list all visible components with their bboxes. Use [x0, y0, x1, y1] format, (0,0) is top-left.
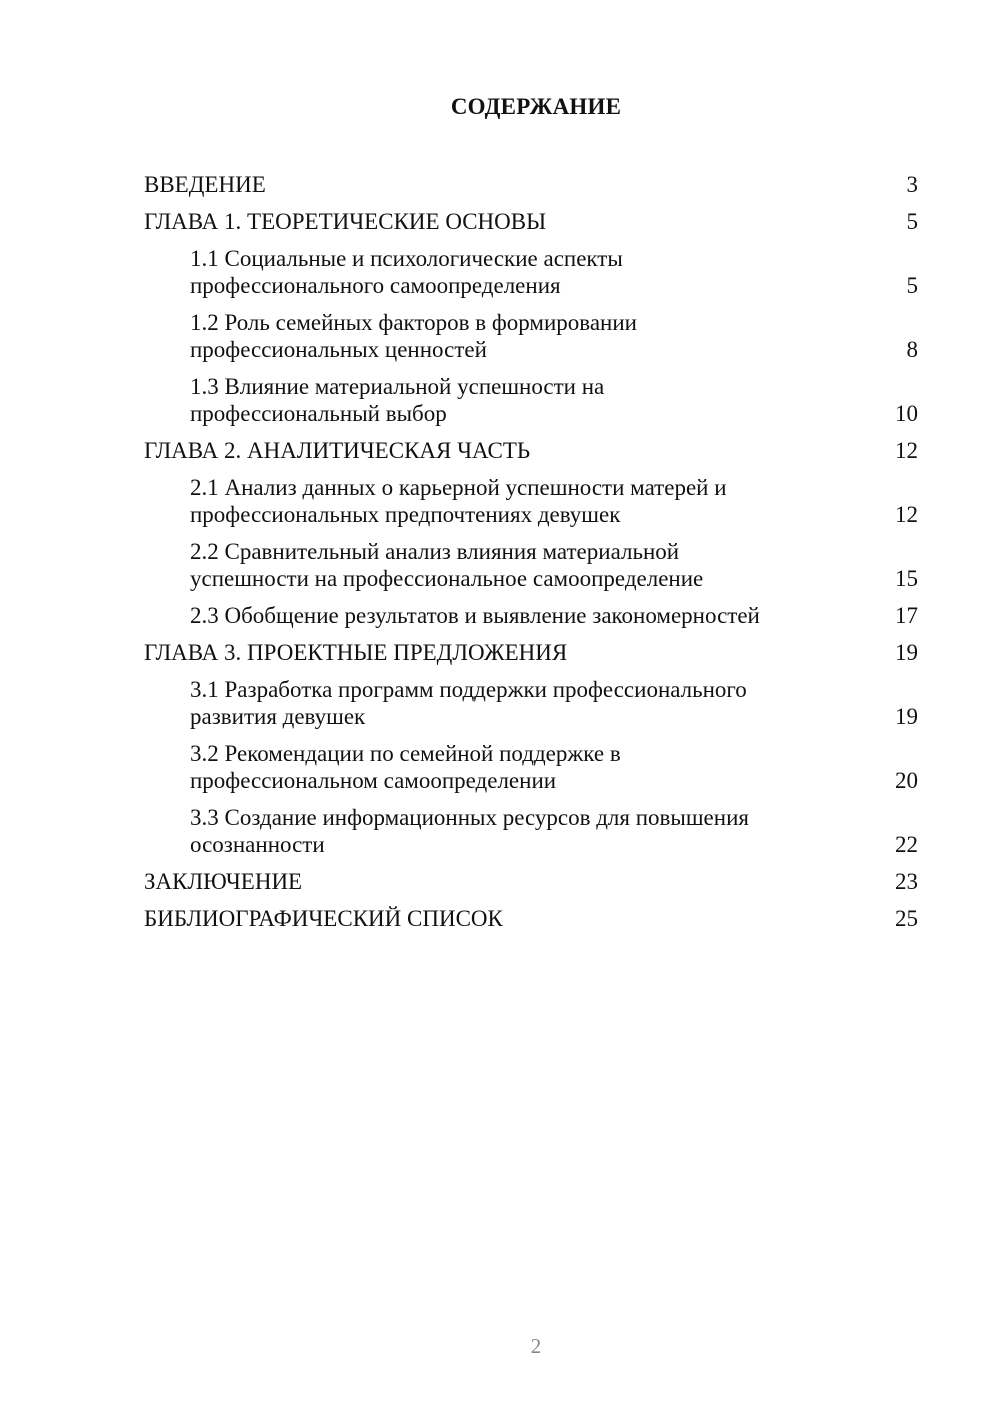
toc-entry-page: 3 [906, 172, 918, 197]
toc-entry-chapter-2[interactable] [0, 432, 1000, 469]
toc-entry-bibliography[interactable] [0, 900, 1000, 937]
toc-entry-page: 20 [895, 768, 918, 793]
toc-entry-conclusion[interactable] [0, 863, 1000, 900]
toc-entry-page: 19 [895, 704, 918, 729]
toc-entry-section-3-2[interactable] [0, 735, 1000, 799]
toc-entry-page: 19 [895, 640, 918, 665]
toc-entry-section-2-1[interactable] [0, 469, 1000, 533]
toc-entry-page: 5 [906, 273, 918, 298]
toc-entry-title: ЗАКЛЮЧЕНИЕ [144, 869, 303, 894]
toc-entry-section-1-3[interactable] [0, 368, 1000, 432]
toc-entry-title: 2.2 Сравнительный анализ влияния материальной успешности на профессиональное самоопределение [190, 539, 704, 591]
toc-entry-section-2-3[interactable] [0, 597, 1000, 634]
toc-entry-page: 8 [906, 337, 918, 362]
toc-entry-page: 17 [895, 603, 918, 628]
toc-entry-title: ГЛАВА 3. ПРОЕКТНЫЕ ПРЕДЛОЖЕНИЯ [144, 640, 568, 665]
toc-entry-section-2-2[interactable] [0, 533, 1000, 597]
toc-entry-title: 2.3 Обобщение результатов и выявление закономерностей [190, 603, 760, 628]
toc-entry-section-3-1[interactable] [0, 671, 1000, 735]
toc-entry-title: 2.1 Анализ данных о карьерной успешности матерей и профессиональных предпочтениях девушек [190, 475, 727, 527]
toc-entry-title: 3.3 Создание информационных ресурсов для повышения осознанности [190, 805, 749, 857]
toc-entry-page: 22 [895, 832, 918, 857]
toc-entry-page: 5 [906, 209, 918, 234]
toc-entry-page: 12 [895, 502, 918, 527]
table-of-contents [0, 166, 1000, 937]
toc-entry-title: 1.1 Социальные и психологические аспекты профессионального самоопределения [190, 246, 623, 298]
toc-entry-title: ГЛАВА 2. АНАЛИТИЧЕСКАЯ ЧАСТЬ [144, 438, 531, 463]
toc-entry-title: ВВЕДЕНИЕ [144, 172, 266, 197]
toc-entry-chapter-3[interactable] [0, 634, 1000, 671]
page-number: 2 [530, 1334, 542, 1358]
toc-entry-chapter-1[interactable] [0, 203, 1000, 240]
toc-entry-page: 12 [895, 438, 918, 463]
toc-entry-title: ГЛАВА 1. ТЕОРЕТИЧЕСКИЕ ОСНОВЫ [144, 209, 547, 234]
toc-entry-page: 10 [895, 401, 918, 426]
toc-entry-section-1-2[interactable] [0, 304, 1000, 368]
toc-entry-section-1-1[interactable] [0, 240, 1000, 304]
toc-entry-title: 1.2 Роль семейных факторов в формировании профессиональных ценностей [190, 310, 637, 362]
toc-entry-section-3-3[interactable] [0, 799, 1000, 863]
toc-entry-page: 15 [895, 566, 918, 591]
toc-entry-title: 1.3 Влияние материальной успешности на профессиональный выбор [190, 374, 605, 426]
toc-entry-title: БИБЛИОГРАФИЧЕСКИЙ СПИСОК [144, 906, 503, 931]
toc-entry-page: 25 [895, 906, 918, 931]
toc-entry-title: 3.1 Разработка программ поддержки профессионального развития девушек [190, 677, 747, 729]
toc-heading: СОДЕРЖАНИЕ [450, 94, 622, 119]
toc-entry-page: 23 [895, 869, 918, 894]
toc-entry-introduction[interactable] [0, 166, 1000, 203]
toc-entry-title: 3.2 Рекомендации по семейной поддержке в профессиональном самоопределении [190, 741, 621, 793]
